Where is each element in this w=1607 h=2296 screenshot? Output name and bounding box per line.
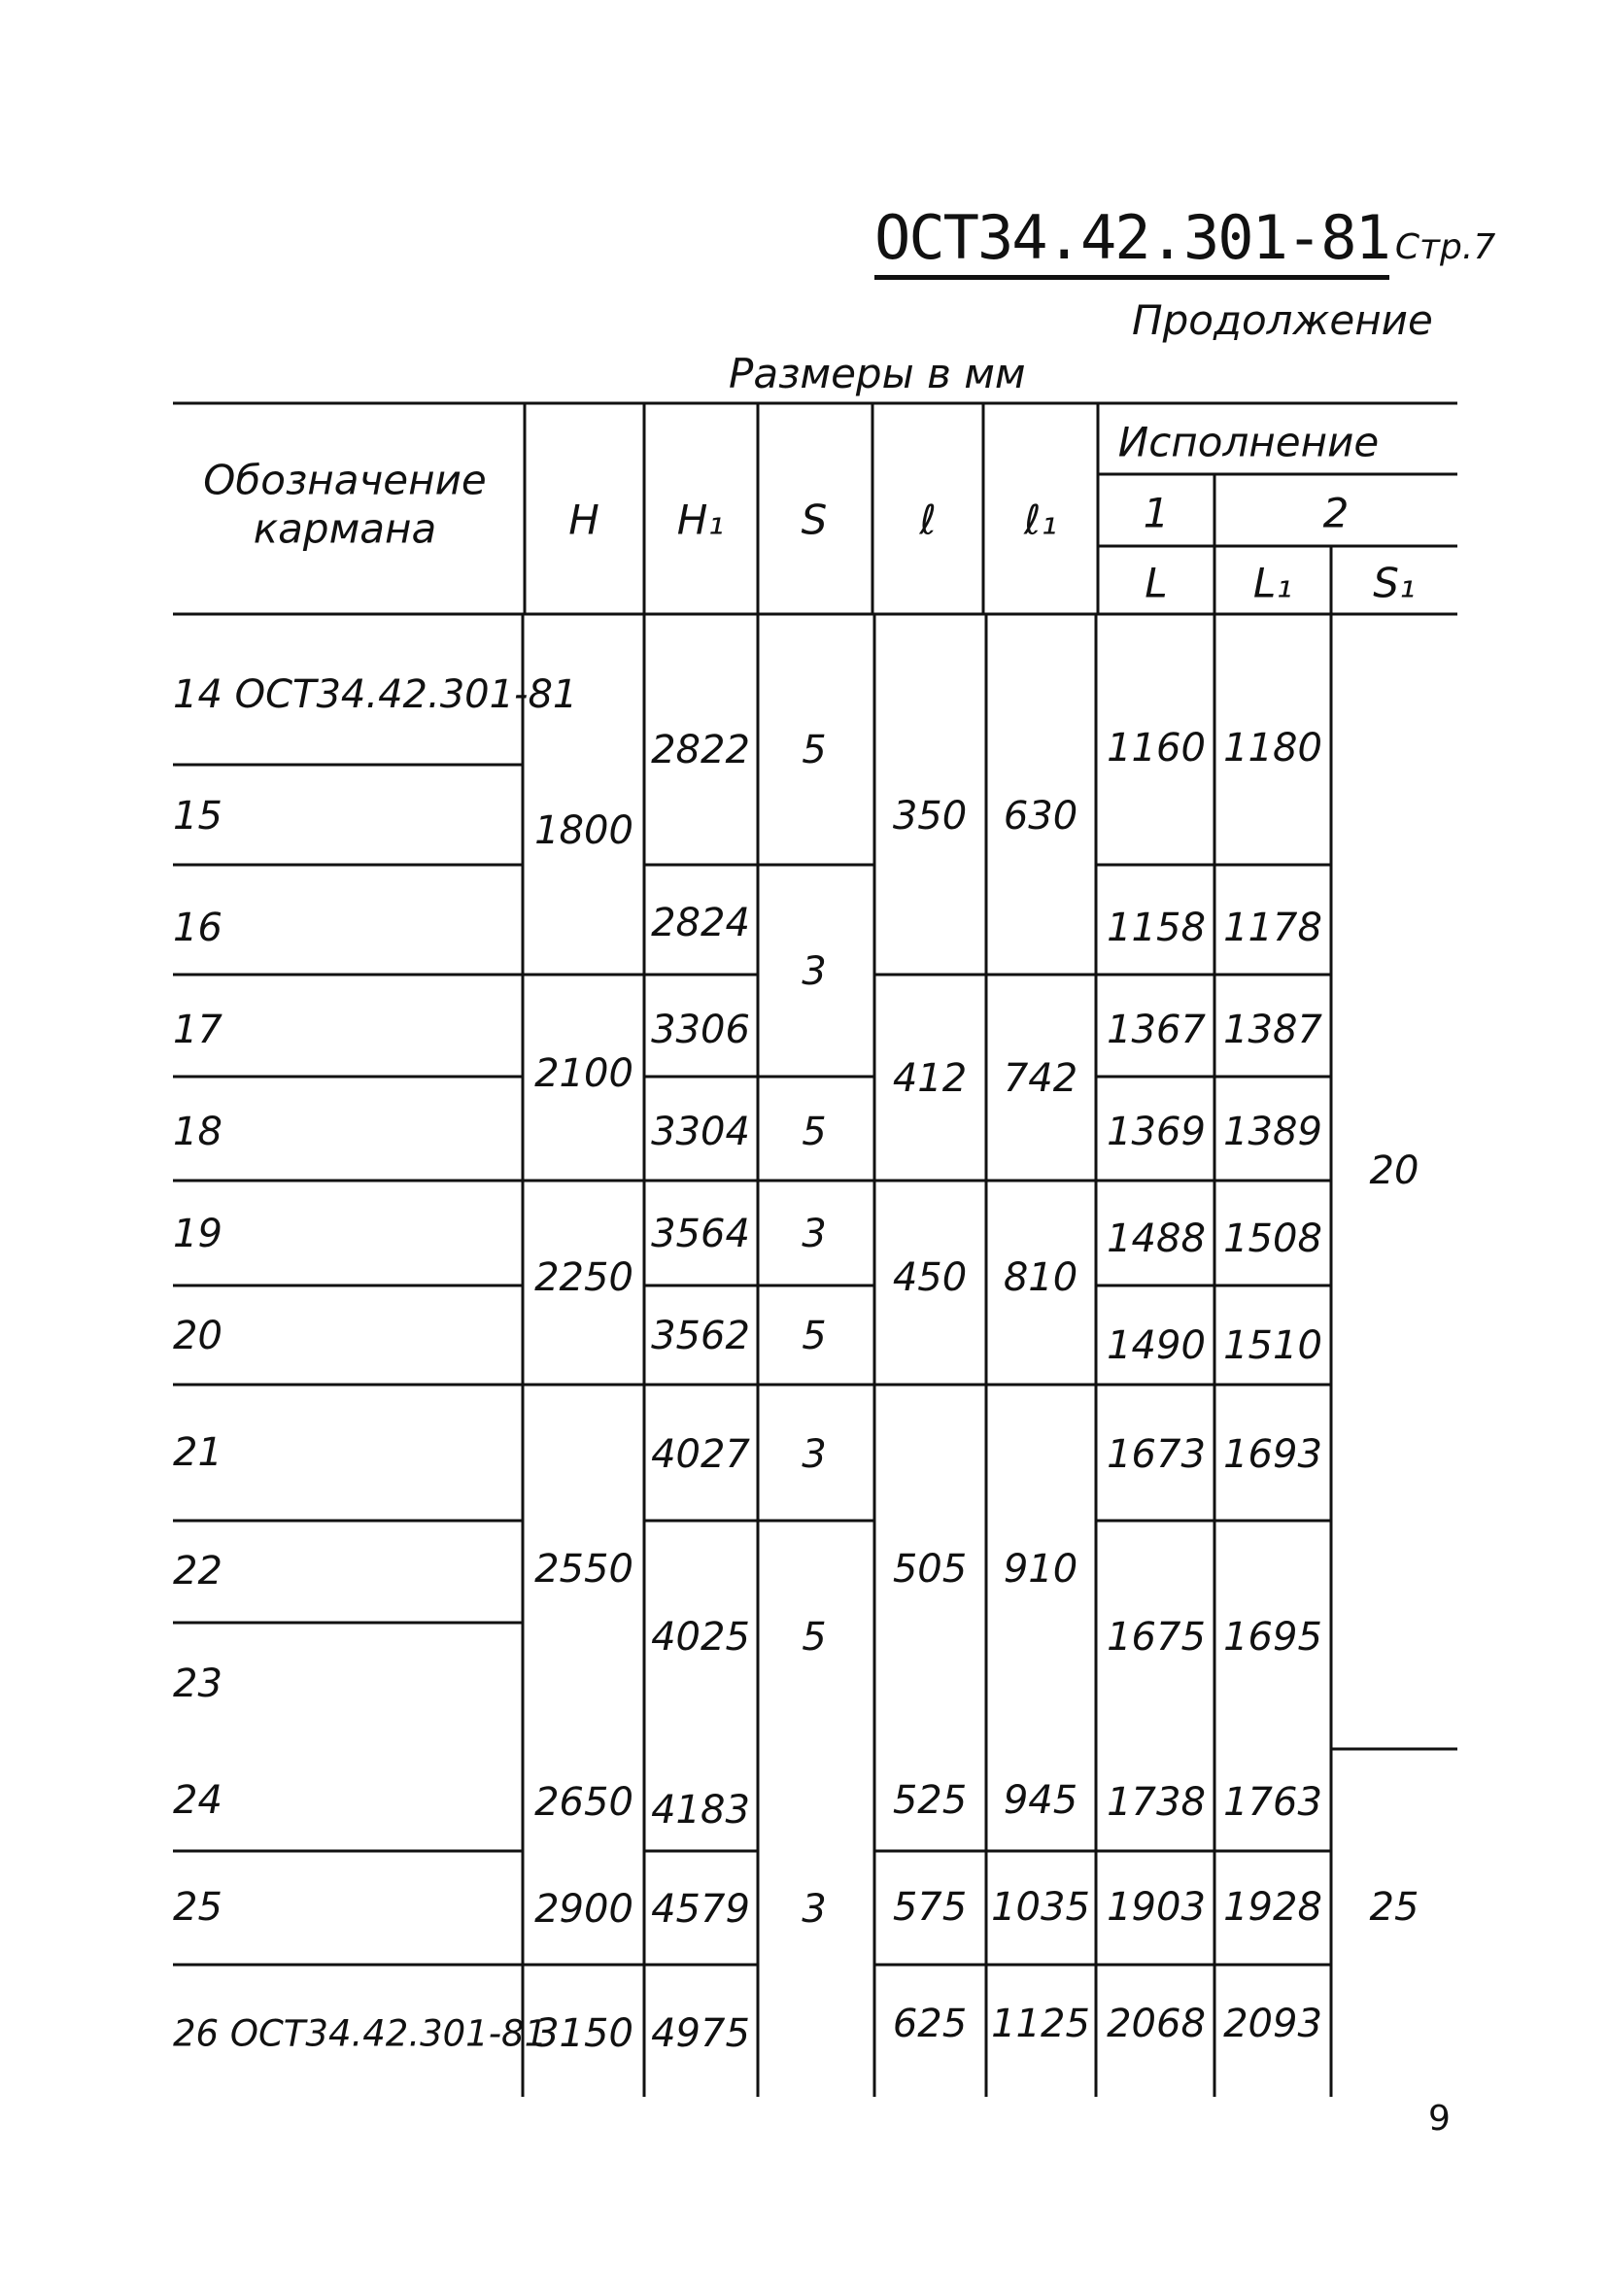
H1-cell: 4579 (651, 1887, 750, 1932)
L-cell: 1488 (1107, 1217, 1206, 1261)
S-cell: 5 (802, 1615, 827, 1660)
L1-cell: 2093 (1223, 2002, 1322, 2046)
document-code: ОСТ34.42.301-81 (874, 202, 1389, 280)
L-cell: 1367 (1107, 1008, 1206, 1052)
designation-cell: 22 (173, 1549, 222, 1593)
L-cell: 2068 (1107, 2002, 1206, 2046)
L1-cell: 1928 (1223, 1885, 1322, 1930)
designation-cell: 25 (173, 1885, 222, 1930)
H-cell: 2650 (534, 1780, 633, 1825)
header-L1: L₁ (1252, 559, 1293, 607)
S-cell: 3 (802, 1887, 827, 1932)
l-cell: 505 (892, 1547, 968, 1592)
L-cell: 1675 (1107, 1615, 1206, 1660)
header-S: S (801, 496, 828, 544)
page-number: 9 (1428, 2099, 1451, 2139)
continuation-label: Продолжение (1132, 296, 1433, 344)
designation-cell: 23 (173, 1662, 222, 1706)
units-label: Размеры в мм (729, 350, 1026, 397)
H-cell: 2900 (534, 1887, 633, 1932)
l-cell: 525 (892, 1778, 968, 1823)
header-H: H (568, 496, 599, 544)
L-cell: 1160 (1107, 726, 1206, 771)
designation-cell: 15 (173, 794, 222, 839)
H1-cell: 4975 (651, 2011, 750, 2056)
L1-cell: 1693 (1223, 1432, 1322, 1477)
S-cell: 5 (802, 1110, 827, 1154)
L-cell: 1369 (1107, 1110, 1206, 1154)
designation-cell: 19 (173, 1212, 222, 1256)
l1-cell: 810 (1003, 1255, 1078, 1300)
designation-cell: 21 (173, 1430, 222, 1475)
S-cell: 3 (802, 1432, 827, 1477)
l1-cell: 1125 (991, 2002, 1090, 2046)
L1-cell: 1180 (1223, 726, 1322, 771)
L1-cell: 1510 (1223, 1323, 1322, 1368)
L1-cell: 1695 (1223, 1615, 1322, 1660)
header-exec-1: 1 (1143, 489, 1170, 537)
L1-cell: 1508 (1223, 1217, 1322, 1261)
H1-cell: 2824 (651, 901, 750, 945)
designation-cell: 16 (173, 906, 222, 950)
S1-cell: 20 (1369, 1148, 1419, 1193)
l-cell: 350 (892, 794, 968, 839)
S-cell: 5 (802, 728, 827, 772)
L-cell: 1903 (1107, 1885, 1206, 1930)
H1-cell: 4027 (651, 1432, 750, 1477)
l1-cell: 910 (1003, 1547, 1078, 1592)
header-S1: S₁ (1373, 559, 1416, 607)
S-cell: 5 (802, 1314, 827, 1358)
l-cell: 412 (892, 1056, 968, 1101)
l1-cell: 945 (1003, 1778, 1078, 1823)
H1-cell: 2822 (651, 728, 750, 772)
L-cell: 1490 (1107, 1323, 1206, 1368)
header-l: ℓ (919, 496, 937, 544)
l-cell: 450 (892, 1255, 968, 1300)
H-cell: 2100 (534, 1051, 633, 1096)
L-cell: 1158 (1107, 906, 1206, 950)
header-exec-2: 2 (1322, 489, 1350, 537)
designation-cell: 20 (173, 1314, 222, 1358)
l-cell: 625 (892, 2002, 968, 2046)
designation-cell: 24 (173, 1778, 222, 1823)
header-designation: Обозначение кармана (203, 456, 487, 553)
H-cell: 1800 (534, 808, 633, 853)
H1-cell: 3306 (651, 1008, 750, 1052)
L-cell: 1738 (1107, 1780, 1206, 1825)
l-cell: 575 (892, 1885, 968, 1930)
S-cell: 3 (802, 1212, 827, 1256)
H1-cell: 3564 (651, 1212, 750, 1256)
H1-cell: 4183 (651, 1788, 750, 1833)
header-l1: ℓ₁ (1023, 496, 1058, 544)
designation-cell: 26 ОСТ34.42.301-81 (173, 2012, 548, 2055)
H1-cell: 4025 (651, 1615, 750, 1660)
L-cell: 1673 (1107, 1432, 1206, 1477)
l1-cell: 1035 (991, 1885, 1090, 1930)
H-cell: 3150 (534, 2011, 633, 2056)
S1-cell: 25 (1369, 1885, 1419, 1930)
designation-cell: 17 (173, 1008, 222, 1052)
L1-cell: 1389 (1223, 1110, 1322, 1154)
l1-cell: 742 (1003, 1056, 1078, 1101)
designation-cell: 18 (173, 1110, 222, 1154)
L1-cell: 1178 (1223, 906, 1322, 950)
H-cell: 2250 (534, 1255, 633, 1300)
H1-cell: 3304 (651, 1110, 750, 1154)
l1-cell: 630 (1003, 794, 1078, 839)
H1-cell: 3562 (651, 1314, 750, 1358)
designation-cell: 14 ОСТ34.42.301-81 (173, 672, 578, 717)
header-L: L (1145, 559, 1168, 607)
S-cell: 3 (802, 949, 827, 994)
L1-cell: 1763 (1223, 1780, 1322, 1825)
L1-cell: 1387 (1223, 1008, 1322, 1052)
H-cell: 2550 (534, 1547, 633, 1592)
header-execution: Исполнение (1117, 418, 1380, 466)
header-H1: H₁ (676, 496, 725, 544)
sheet-label: Стр.7 (1394, 227, 1496, 267)
